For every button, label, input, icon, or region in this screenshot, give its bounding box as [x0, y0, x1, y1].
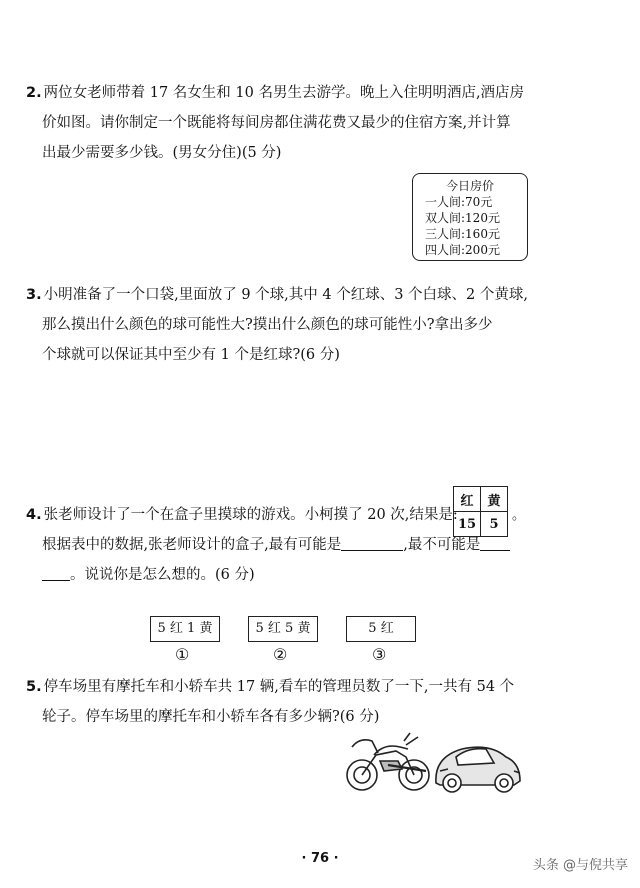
answer-blank[interactable] — [42, 562, 70, 581]
option-box-2: 5 红 5 黄 — [248, 616, 318, 642]
motorcycle-icon — [347, 733, 429, 790]
question-5 — [26, 672, 626, 732]
option-number-3: ③ — [372, 645, 387, 664]
result-table — [453, 486, 508, 537]
question-number: 2. — [26, 85, 42, 101]
question-text: 停车场里有摩托车和小轿车共 17 辆,看车的管理员数了一下,一共有 54 个 — [43, 679, 515, 695]
question-text: 价如图。请你制定一个既能将每间房都住满花费又最少的住宿方案,并计算 — [42, 115, 511, 131]
price-list-title: 今日房价 — [445, 179, 494, 193]
table-header-yellow: 黄 — [481, 487, 508, 512]
price-row: 三人间:160元 — [425, 227, 500, 241]
price-list-box — [412, 173, 528, 261]
question-text: 那么摸出什么颜色的球可能性大?摸出什么颜色的球可能性小?拿出多少 — [42, 317, 493, 333]
question-3 — [26, 280, 626, 370]
option-box-3: 5 红 — [346, 616, 416, 642]
question-number: 4. — [26, 507, 42, 523]
question-text: 两位女老师带着 17 名女生和 10 名男生去游学。晚上入住明明酒店,酒店房 — [43, 85, 525, 101]
question-text: ,最不可能是 — [403, 537, 481, 553]
car-icon — [436, 747, 520, 792]
vehicle-illustration — [344, 727, 524, 799]
question-2 — [26, 78, 626, 168]
table-header-red: 红 — [454, 487, 481, 512]
question-text: 小明准备了一个口袋,里面放了 9 个球,其中 4 个红球、3 个白球、2 个黄球, — [43, 287, 528, 303]
option-box-1: 5 红 1 黄 — [150, 616, 220, 642]
price-row: 一人间:70元 — [425, 195, 493, 209]
table-value-red: 15 — [454, 512, 481, 537]
price-row: 双人间:120元 — [425, 211, 500, 225]
question-text: 张老师设计了一个在盒子里摸球的游戏。小柯摸了 20 次,结果是: — [43, 507, 458, 523]
question-number: 3. — [26, 287, 42, 303]
watermark: 头条 @与倪共享 — [532, 858, 628, 873]
question-text: 根据表中的数据,张老师设计的盒子,最有可能是 — [42, 537, 342, 553]
price-row: 四人间:200元 — [425, 243, 500, 257]
question-text: 轮子。停车场里的摩托车和小轿车各有多少辆?(6 分) — [42, 709, 380, 725]
answer-blank[interactable] — [341, 532, 403, 551]
question-text: 出最少需要多少钱。(男女分住)(5 分) — [42, 145, 282, 161]
option-number-1: ① — [175, 645, 190, 664]
period-mark: 。 — [512, 508, 526, 523]
question-text: 。说说你是怎么想的。(6 分) — [70, 567, 255, 583]
question-text: 个球就可以保证其中至少有 1 个是红球?(6 分) — [42, 347, 340, 363]
question-4 — [26, 500, 626, 590]
question-number: 5. — [26, 679, 42, 695]
option-number-2: ② — [273, 645, 288, 664]
page-number: · 76 · — [301, 851, 339, 866]
table-value-yellow: 5 — [481, 512, 508, 537]
